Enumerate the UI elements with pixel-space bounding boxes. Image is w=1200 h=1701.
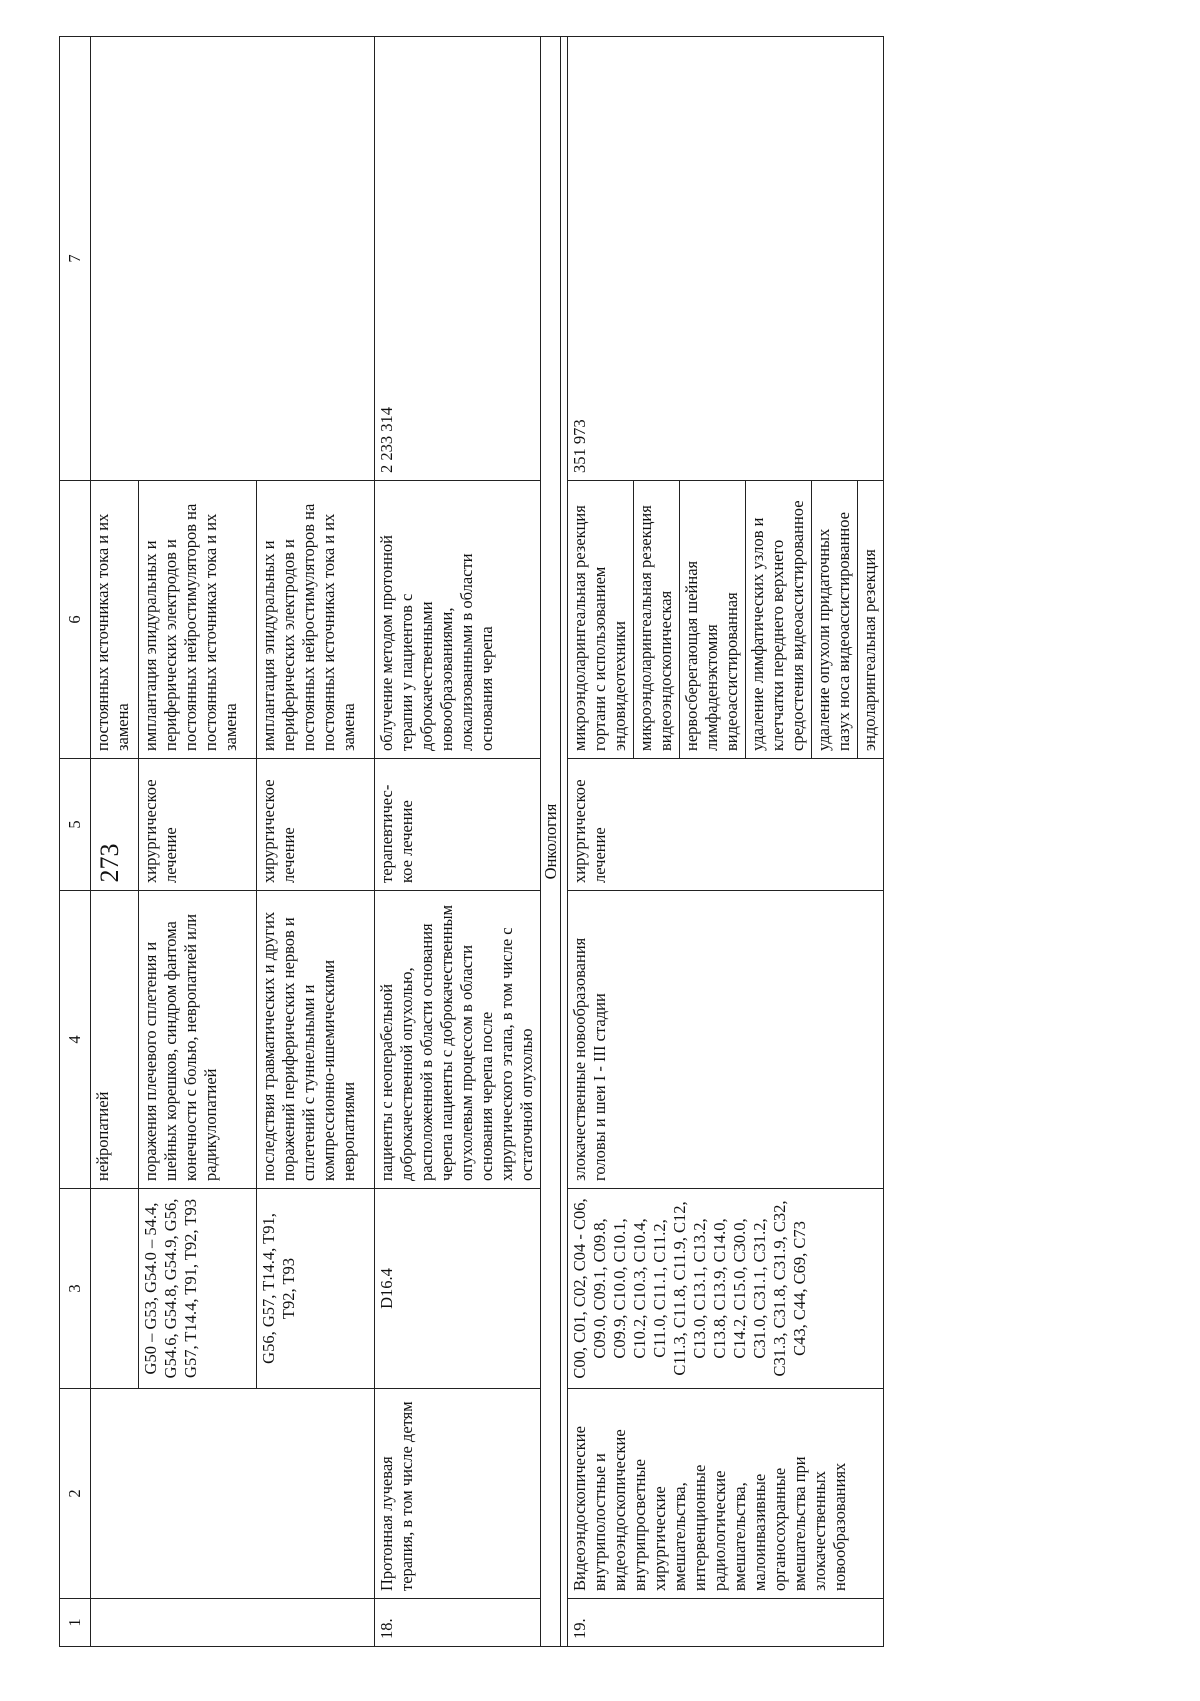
- cell-condition: нейропатией: [91, 891, 139, 1189]
- method-item: нервосберегающая шейная лимфаденэктомия видеоассистированная: [680, 481, 746, 758]
- cell-codes: C00, C01, C02, C04 - C06, C09.0, C09.1, C09.8, C09.9, C10.0, C10.1, C10.2, C10.3, C10.4, C11.0, C11.1, C11.2, C11.3, C11.8, C11.9, C12, C13.0, C13.1, C13.2, C13.8, C13.9, C14.0, C14.2, C15.0, C30.0, C31.0, C31.1, C31.2, C31.3, C31.8, C31.9, C32, C43, C44, C69, C73: [568, 1189, 884, 1389]
- table-row-18: [375, 37, 541, 1647]
- cell-methods: [568, 481, 884, 759]
- cell-method: облучение методом протонной терапии у пациентов с доброкачественными новообразованиями, локализованными в области основания черепа: [375, 481, 541, 759]
- column-number-4: 4: [60, 891, 91, 1189]
- cell-cost: 351 973: [568, 37, 884, 481]
- method-item: удаление опухоли придаточных пазух носа видеоассистированное: [812, 481, 858, 758]
- cell-codes: G50 – G53, G54.0 – 54.4, G54.6, G54.8, G54.9, G56, G57, T14.4, T91, T92, T93: [139, 1189, 257, 1389]
- section-title: Онкология: [541, 37, 561, 1647]
- cell-name: Видеоэндоскопические внутриполостные и видеоэндоскопические внутрипросветные хирургические вмешательства, интервенционные радиологические вмешательства, малоинвазивные органосохранные вмешательства при злокачественных новообразованиях: [568, 1389, 884, 1599]
- separator-line: [561, 37, 568, 1647]
- table-row: [91, 37, 139, 1647]
- cell-condition: поражения плечевого сплетения и шейных корешков, синдром фантома конечности с болью, невропатией или радикулопатией: [139, 891, 257, 1189]
- cell-treatment: хирургическое лечение: [257, 759, 375, 891]
- cell-condition: пациенты с неоперабельной доброкачественной опухолью, расположенной в области основания черепа пациенты с доброкачественным опухолевым процессом в области основания черепа после хирургического этапа, в том числе с остаточной опухолью: [375, 891, 541, 1189]
- column-number-row: [60, 37, 91, 1647]
- method-item: микроэндоларингеальная резекция гортани с использованием эндовидеотехники: [568, 481, 634, 758]
- column-number-2: 2: [60, 1389, 91, 1599]
- cell-cost-empty: [91, 37, 375, 481]
- cell-condition: злокачественные новообразования головы и шеи I - III стадии: [568, 891, 884, 1189]
- cell-cost: 2 233 314: [375, 37, 541, 481]
- method-item: эндоларингеальная резекция: [860, 549, 879, 751]
- cell-method: постоянных источниках тока и их замена: [91, 481, 139, 759]
- cell-name: Протонная лучевая терапия, в том числе детям: [375, 1389, 541, 1599]
- cell-method: имплантация эпидуральных и периферических электродов и постоянных нейростимуляторов на постоянных источниках тока и их замена: [257, 481, 375, 759]
- cell-treatment: терапевтичес-кое лечение: [375, 759, 541, 891]
- cell-codes: G56, G57, T14.4, T91, T92, T93: [257, 1189, 375, 1389]
- column-number-1: 1: [60, 1599, 91, 1647]
- medical-care-table: [59, 36, 884, 1647]
- cell-number: 18.: [375, 1599, 541, 1647]
- cell-treatment: хирургическое лечение: [139, 759, 257, 891]
- column-number-5: 5: [60, 759, 91, 891]
- cell-treatment-empty: [91, 759, 139, 891]
- cell-number-empty: [91, 1599, 375, 1647]
- cell-condition: последствия травматических и других поражений периферических нервов и сплетений с туннельными и компрессионно-ишемическими невропатиями: [257, 891, 375, 1189]
- column-number-3: 3: [60, 1189, 91, 1389]
- cell-method: имплантация эпидуральных и периферических электродов и постоянных нейростимуляторов на постоянных источниках тока и их замена: [139, 481, 257, 759]
- method-item: удаление лимфатических узлов и клетчатки переднего верхнего средостения видеоассистированное: [746, 481, 812, 758]
- page-number: 273: [95, 843, 124, 883]
- column-number-6: 6: [60, 481, 91, 759]
- method-item: микроэндоларингеальная резекция видеоэндоскопическая: [634, 481, 680, 758]
- cell-name-empty: [91, 1389, 375, 1599]
- table-row-19: [568, 37, 884, 1647]
- cell-number: 19.: [568, 1599, 884, 1647]
- cell-codes: D16.4: [375, 1189, 541, 1389]
- rotated-table-sheet: [59, 37, 879, 1647]
- section-separator: [561, 37, 568, 1647]
- section-row: [541, 37, 561, 1647]
- column-number-7: 7: [60, 37, 91, 481]
- cell-treatment: хирургическое лечение: [568, 759, 884, 891]
- cell-codes-empty: [91, 1189, 139, 1389]
